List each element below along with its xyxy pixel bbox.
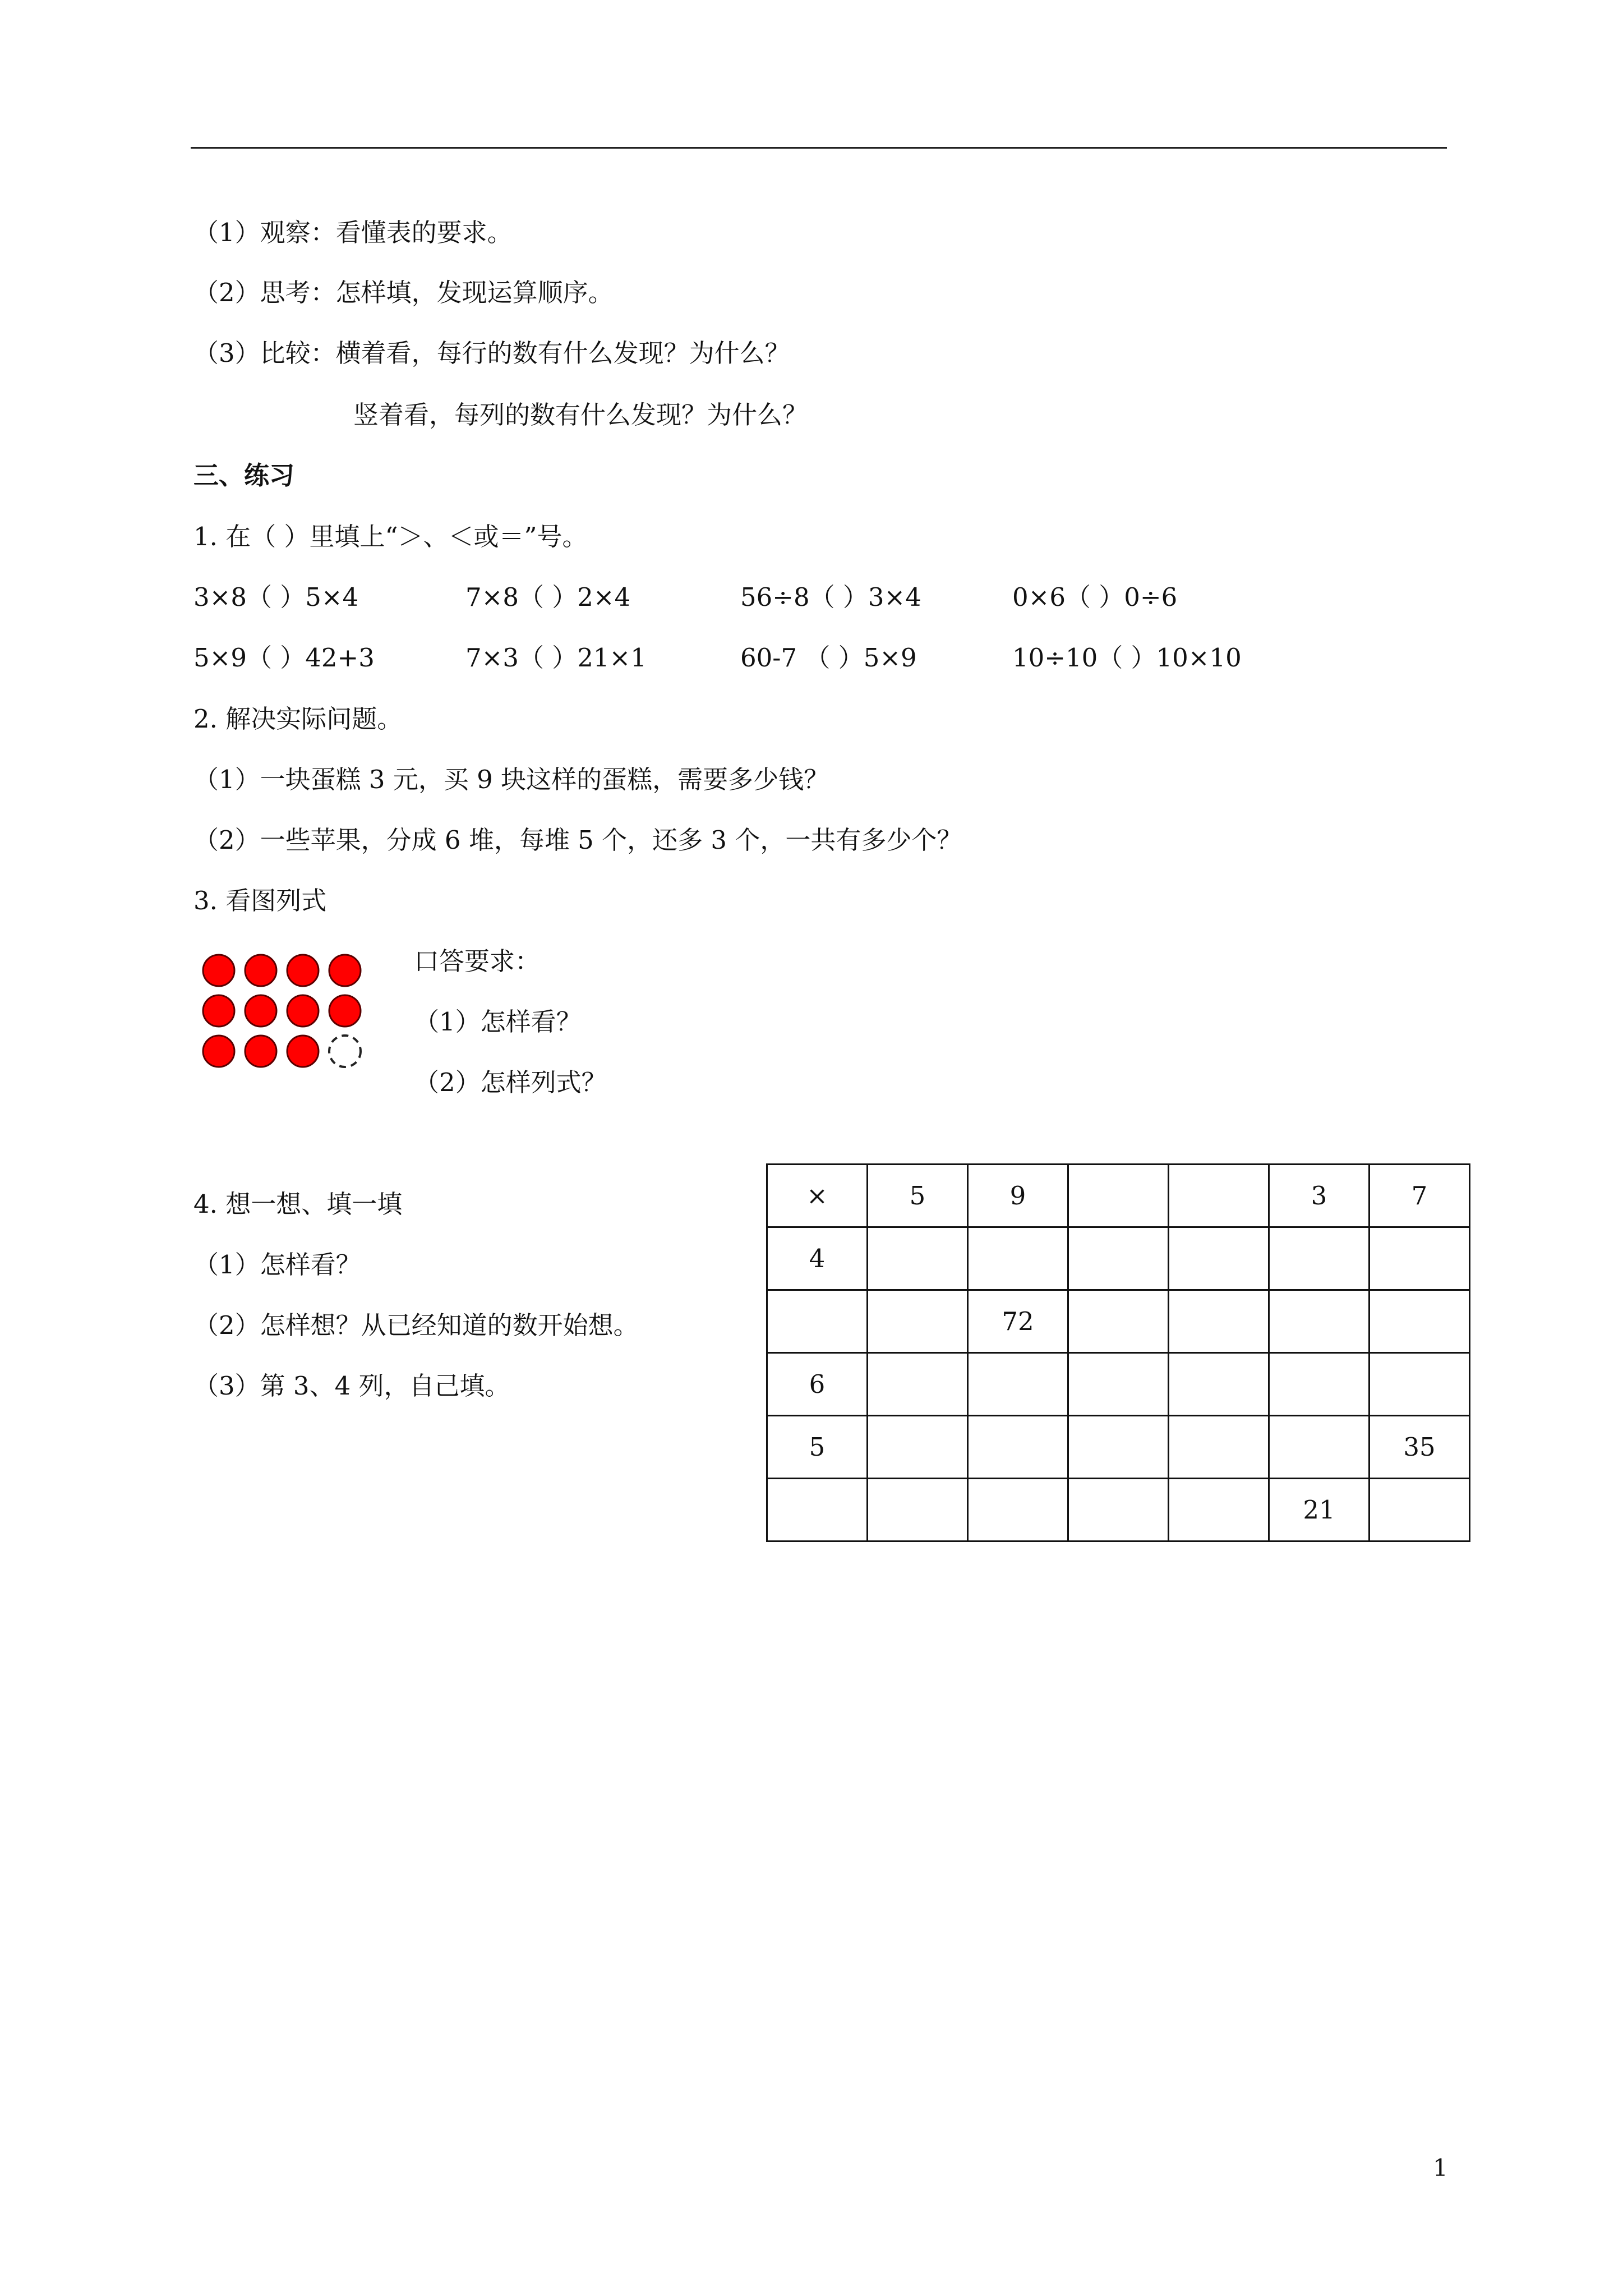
intro-item-4: 竖着看，每列的数有什么发现？为什么？ [353,400,808,430]
q1-expr: 56÷8（ ）3×4 [740,582,921,612]
q4-item-3: （3）第 3、4 列，自己填。 [193,1371,510,1401]
table-cell[interactable] [1068,1227,1169,1290]
table-cell[interactable] [1269,1416,1370,1479]
q2-item-1: （1）一块蛋糕 3 元，买 9 块这样的蛋糕，需要多少钱？ [193,765,829,794]
dot [203,1036,234,1067]
table-cell[interactable] [1169,1416,1269,1479]
q4-item-2: （2）怎样想？从已经知道的数开始想。 [193,1310,639,1340]
table-cell[interactable] [968,1416,1068,1479]
table-row [767,1416,1470,1479]
q1-expr: 0×6（ ）0÷6 [1012,582,1178,612]
table-cell[interactable] [1068,1416,1169,1479]
table-cell: × [767,1165,868,1227]
table-cell[interactable] [868,1353,968,1416]
table-cell[interactable] [868,1227,968,1290]
table-cell[interactable] [1068,1165,1169,1227]
table-cell[interactable] [1169,1290,1269,1353]
header-rule [191,147,1447,149]
intro-item-1: （1）观察：看懂表的要求。 [193,218,513,247]
intro-item-2: （2）思考：怎样填，发现运算顺序。 [193,278,614,307]
table-cell: 5 [868,1165,968,1227]
table-cell: 3 [1269,1165,1370,1227]
table-cell[interactable] [968,1227,1068,1290]
dot [245,955,276,986]
q1-prompt: 1. 在（ ）里填上“＞、＜或＝”号。 [193,522,588,551]
q3-prompt: 3. 看图列式 [193,886,327,915]
table-cell[interactable] [767,1290,868,1353]
dot [287,995,319,1027]
table-cell[interactable] [968,1353,1068,1416]
table-cell[interactable] [767,1479,868,1542]
table-cell[interactable] [868,1416,968,1479]
table-cell: 6 [767,1353,868,1416]
table-cell[interactable] [1169,1353,1269,1416]
q2-item-2: （2）一些苹果，分成 6 堆，每堆 5 个，还多 3 个，一共有多少个？ [193,825,962,855]
table-cell[interactable] [868,1479,968,1542]
table-cell[interactable] [1269,1353,1370,1416]
dashed-dot [329,1036,361,1067]
q1-expr: 7×3（ ）21×1 [465,643,647,673]
table-cell[interactable] [1370,1227,1470,1290]
table-cell[interactable] [1169,1165,1269,1227]
table-cell: 7 [1370,1165,1470,1227]
section-title: 三、练习 [193,461,295,490]
table-cell[interactable] [1370,1479,1470,1542]
dot [287,1036,319,1067]
q3-oral-title: 口答要求： [414,946,541,976]
table-cell[interactable] [1068,1290,1169,1353]
dot [245,1036,276,1067]
q3-item-1: （1）怎样看？ [414,1007,582,1037]
table-cell: 35 [1370,1416,1470,1479]
dot [329,955,361,986]
table-cell: 72 [968,1290,1068,1353]
table-cell[interactable] [1269,1227,1370,1290]
q4-prompt: 4. 想一想、填一填 [193,1189,403,1219]
table-row [767,1479,1470,1542]
table-cell[interactable] [1269,1290,1370,1353]
multiplication-table [766,1163,1470,1542]
table-cell: 21 [1269,1479,1370,1542]
dot [203,955,234,986]
table-cell[interactable] [1370,1353,1470,1416]
q2-prompt: 2. 解决实际问题。 [193,704,403,734]
table-cell[interactable] [1068,1479,1169,1542]
table-cell[interactable] [1370,1290,1470,1353]
q3-item-2: （2）怎样列式？ [414,1068,607,1097]
table-cell: 9 [968,1165,1068,1227]
table-cell[interactable] [1068,1353,1169,1416]
table-cell: 4 [767,1227,868,1290]
table-cell[interactable] [968,1479,1068,1542]
dot [203,995,234,1027]
table-cell[interactable] [868,1290,968,1353]
dot-array-figure [196,948,365,1083]
intro-item-3: （3）比较：横着看，每行的数有什么发现？为什么？ [193,338,790,368]
table-cell[interactable] [1169,1479,1269,1542]
table-row [767,1290,1470,1353]
table-row [767,1165,1470,1227]
q1-expr: 5×9（ ）42+3 [193,643,375,673]
table-row [767,1353,1470,1416]
q1-expr: 3×8（ ）5×4 [193,582,359,612]
q1-expr: 60-7 （ ）5×9 [740,643,917,673]
dot [245,995,276,1027]
page-number: 1 [1433,2154,1448,2182]
table-cell[interactable] [1169,1227,1269,1290]
q1-expr: 7×8（ ）2×4 [465,582,631,612]
table-cell: 5 [767,1416,868,1479]
dot [329,995,361,1027]
dot [287,955,319,986]
q1-expr: 10÷10（ ）10×10 [1012,643,1242,673]
q4-item-1: （1）怎样看？ [193,1250,361,1280]
table-row [767,1227,1470,1290]
